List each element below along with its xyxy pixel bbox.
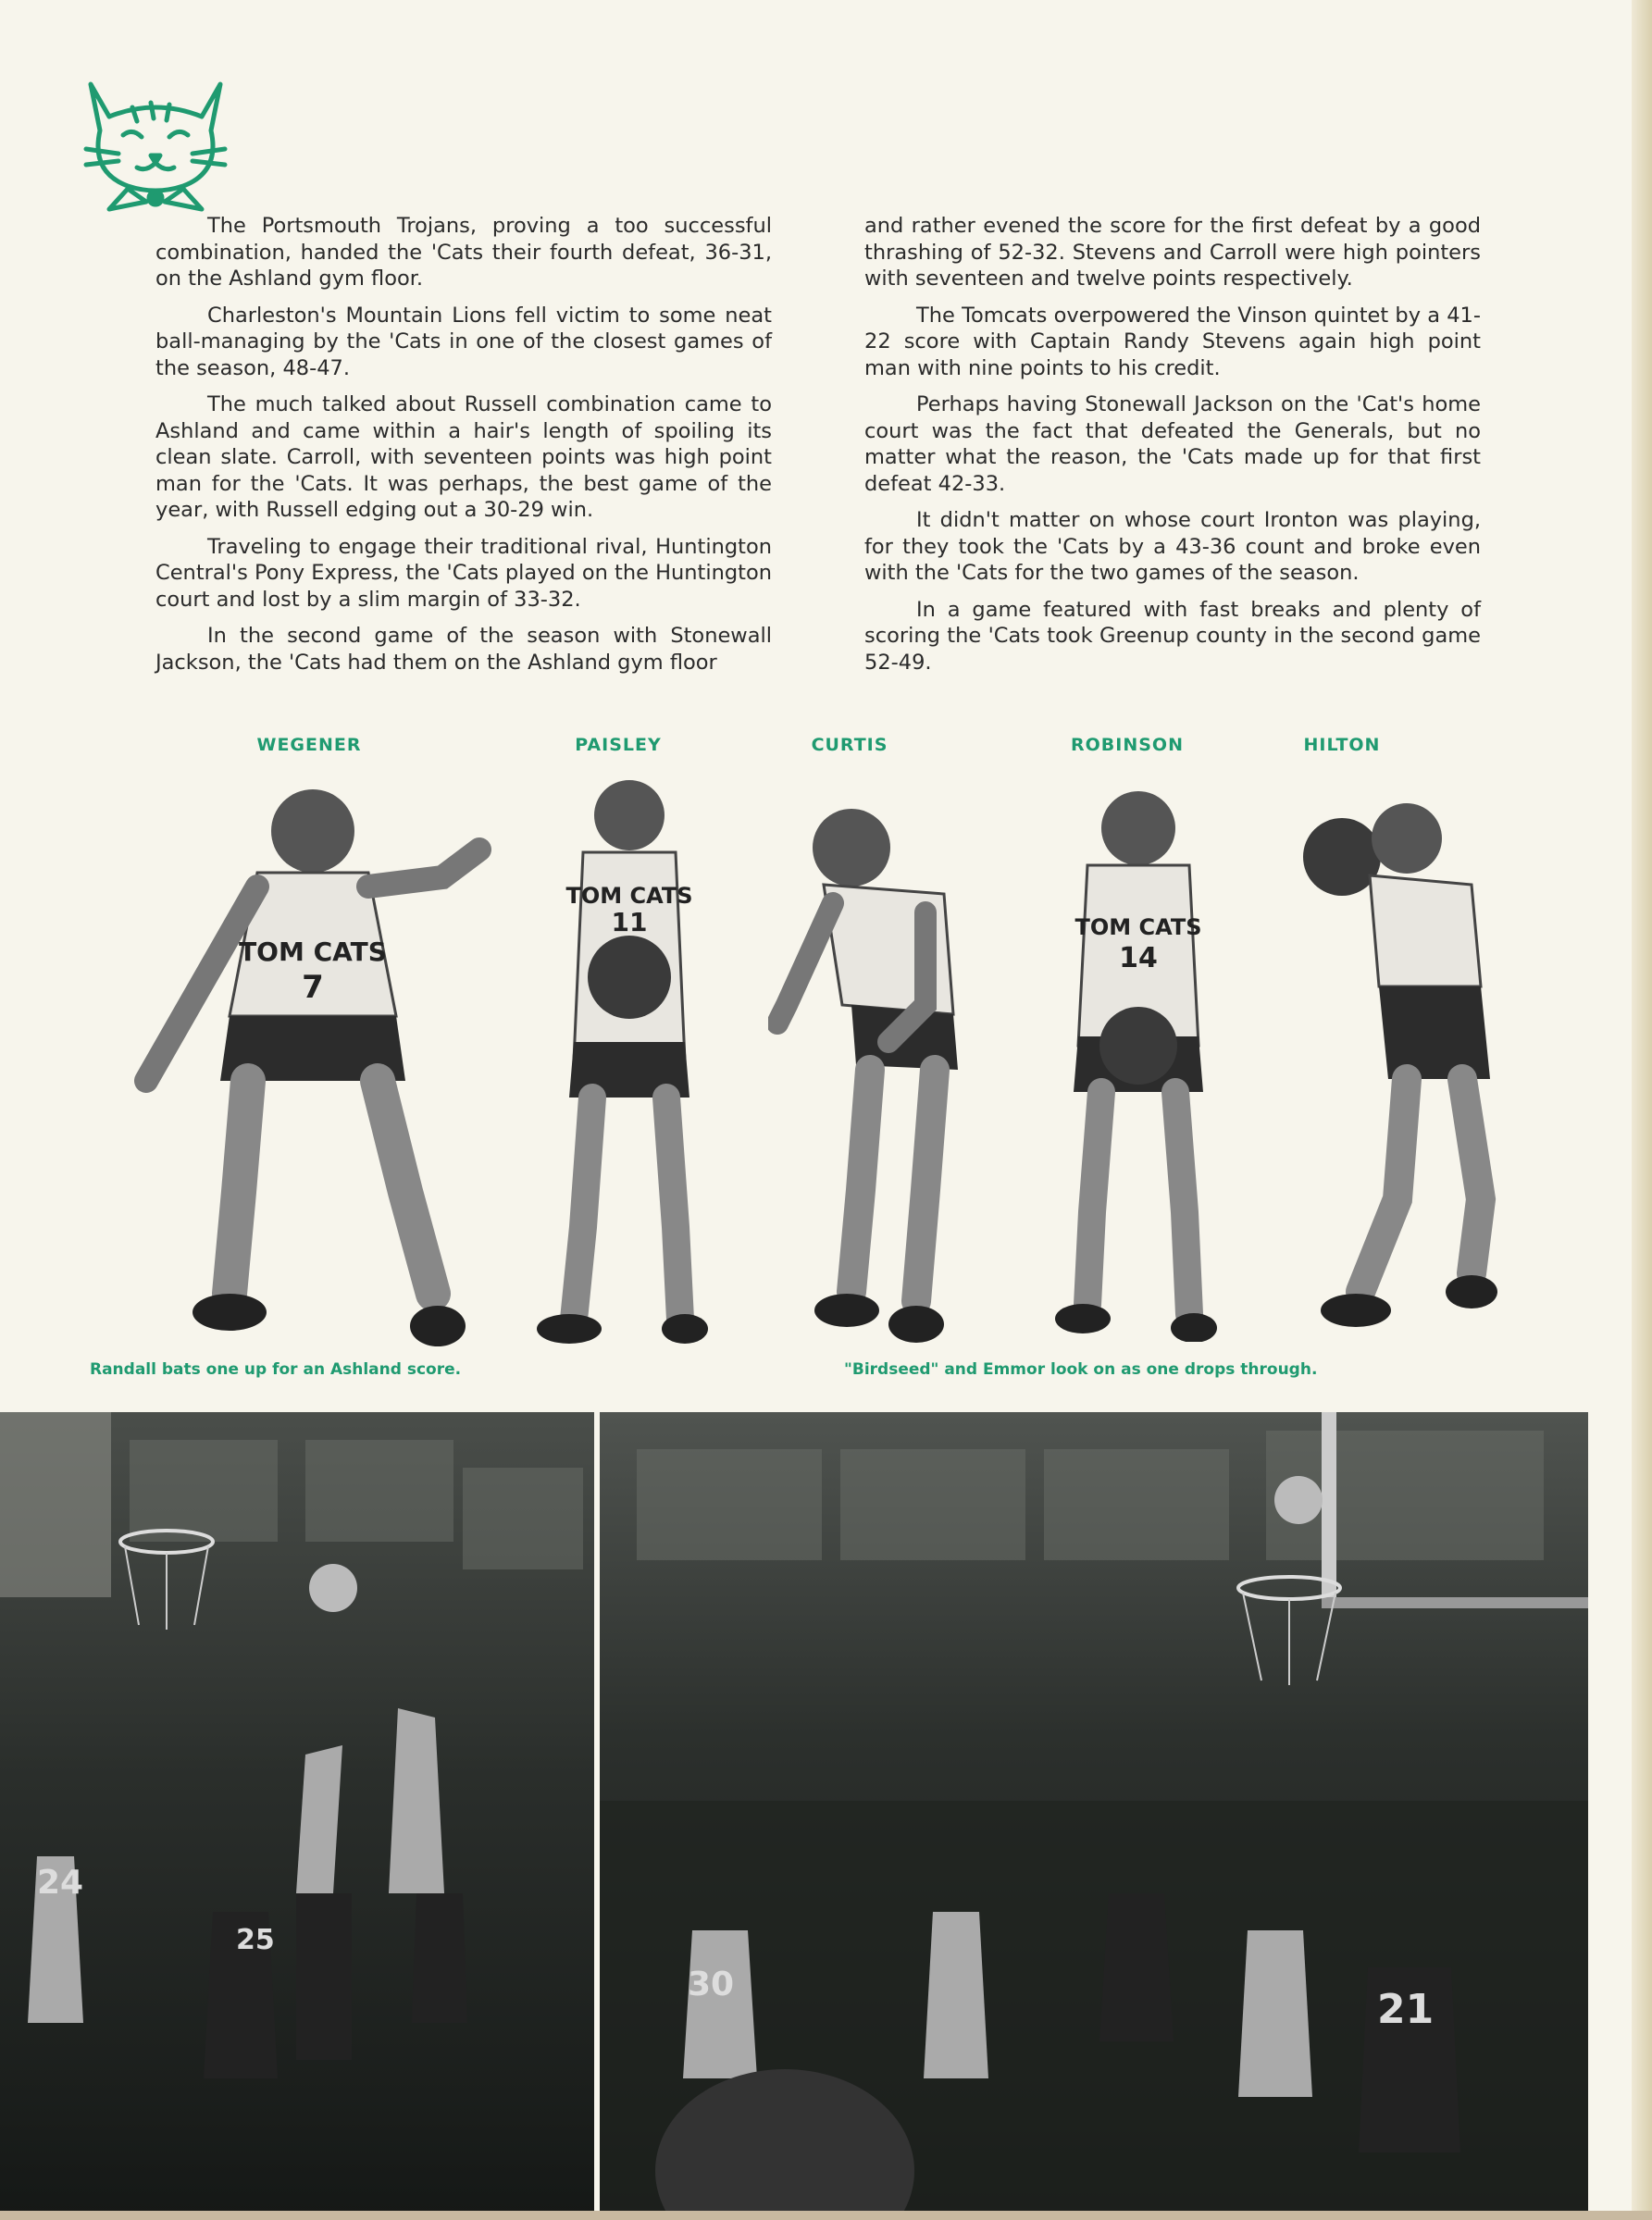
action-photo-right [600, 1412, 1588, 2220]
jersey-number-21: 21 [1377, 1986, 1435, 2033]
action-photo-left [0, 1412, 594, 2220]
jersey-number: 14 [1119, 942, 1158, 974]
paragraph: Charleston's Mountain Lions fell victim to some neat ball-managing by the 'Cats in one of the closest games of the season, 48-47. [155, 303, 772, 380]
page-edge [1632, 0, 1652, 2220]
player-photo-robinson [1046, 777, 1231, 1342]
jersey-text: TOM CATS [565, 883, 693, 909]
paragraph: The Portsmouth Trojans, proving a too successful combination, handed the 'Cats their fourth defeat, 36-31, on the Ashland gym floor. [155, 214, 772, 291]
jersey-text: TOM CATS [239, 936, 387, 967]
jersey-number-30: 30 [688, 1966, 735, 2003]
player-photo-hilton [1268, 774, 1509, 1347]
article-left-column [155, 213, 772, 686]
jersey-text: TOM CATS [1074, 914, 1202, 940]
article-right-column [864, 213, 1481, 686]
player-name-robinson: ROBINSON [1071, 735, 1184, 755]
paragraph: In a game featured with fast breaks and plenty of scoring the 'Cats took Greenup county in the second game 52-49. [864, 597, 1481, 675]
jersey-number: 7 [302, 969, 324, 1006]
player-name-curtis: CURTIS [811, 735, 888, 755]
player-name-hilton: HILTON [1303, 735, 1381, 755]
player-photo-wegener [128, 775, 498, 1349]
jersey-number-25: 25 [236, 1924, 275, 1956]
paragraph: Perhaps having Stonewall Jackson on the 'Cat's home court was the fact that defeated the Generals, but no matter what the reason, the 'Cats made up for that first defeat 42-33. [864, 392, 1481, 496]
tomcat-mascot-icon [81, 80, 230, 218]
paragraph: It didn't matter on whose court Ironton was playing, for they took the 'Cats by a 43-36 count and broke even with the 'Cats for the two games of the season. [864, 508, 1481, 585]
player-photo-curtis [768, 801, 1000, 1347]
caption-left: Randall bats one up for an Ashland score. [90, 1360, 462, 1379]
jersey-number-24: 24 [37, 1864, 84, 1902]
paragraph: The Tomcats overpowered the Vinson quintet by a 41-22 score with Captain Randy Stevens again high point man with nine points to his credit. [864, 303, 1481, 380]
paragraph: Traveling to engage their traditional rival, Huntington Central's Pony Express, the 'Cats played on the Huntington court and lost by a slim margin of 33-32. [155, 534, 772, 612]
jersey-number: 11 [611, 907, 648, 937]
paragraph: The much talked about Russell combination came to Ashland and came within a hair's length of spoiling its clean slate. Carroll, with seventeen points was high point man for the 'Cats. It was perhaps, the best game of the year, with Russell edging out a 30-29 win. [155, 392, 772, 522]
paragraph: In the second game of the season with Stonewall Jackson, the 'Cats had them on the Ashland gym floor [155, 624, 772, 675]
player-name-paisley: PAISLEY [575, 735, 662, 755]
player-photo-paisley [528, 764, 731, 1347]
caption-right: "Birdseed" and Emmor look on as one drops through. [844, 1360, 1318, 1379]
paragraph: and rather evened the score for the first defeat by a good thrashing of 52-32. Stevens and Carroll were high pointers with seventeen and twelve points respectively. [864, 214, 1481, 291]
player-name-wegener: WEGENER [256, 735, 362, 755]
page-bottom-edge [0, 2211, 1652, 2220]
